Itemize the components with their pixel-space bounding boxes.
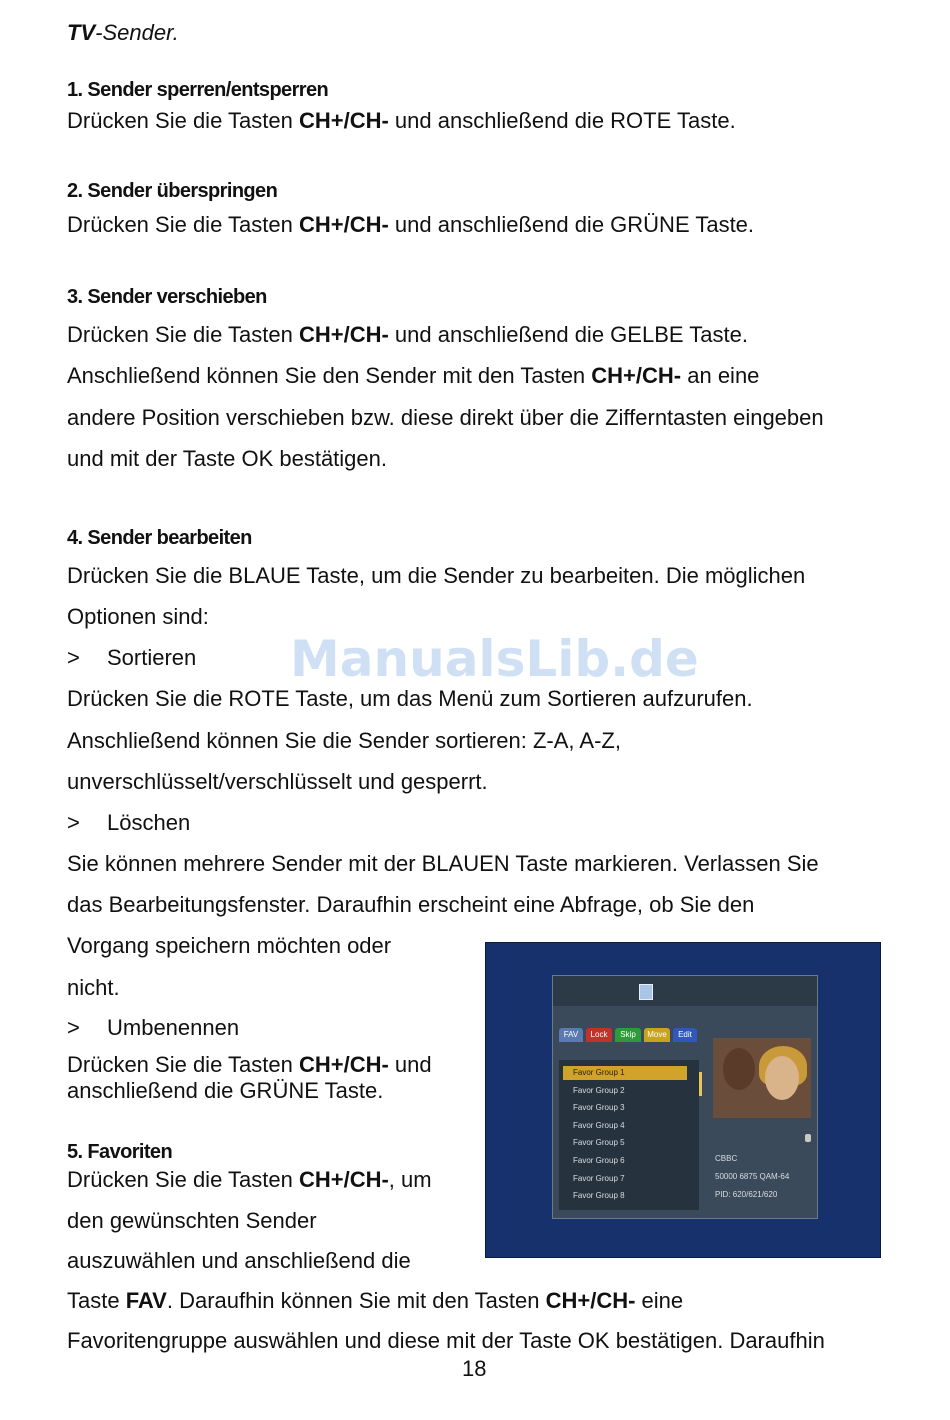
page-number: 18 [462,1356,487,1381]
section-5-line-4: Taste FAV. Daraufhin können Sie mit den Tasten CH+/CH- eine [67,1288,684,1313]
favor-group-row: Favor Group 6 [573,1156,625,1165]
section-1-heading: 1. Sender sperren/entsperren [67,79,329,101]
favor-group-row: Favor Group 2 [573,1085,625,1095]
favor-group-list [559,1060,699,1210]
section-5-line-2: den gewünschten Sender [67,1208,317,1233]
favor-group-row: Favor Group 8 [573,1191,625,1201]
section-5-line-5: Favoritengruppe auswählen und diese mit der Taste OK bestätigen. Daraufhin [67,1328,825,1353]
section-2-heading: 2. Sender überspringen [67,180,278,202]
bullet-umbenennen: Umbenennen [107,1015,240,1040]
section-4-line-2: Optionen sind: [67,604,209,629]
favor-group-row: Favor Group 5 [573,1138,625,1148]
tv-menu-icon [639,984,653,1000]
section-3-line-4: und mit der Taste OK bestätigen. [67,446,387,471]
watermark: ManualsLib.de [290,630,699,688]
sort-line-3: unverschlüsselt/verschlüsselt und gesperrt. [67,769,488,794]
delete-line-1: Sie können mehrere Sender mit der BLAUEN Taste markieren. Verlassen Sie [67,851,819,876]
tv-scrollbar [699,1072,702,1096]
section-4-heading: 4. Sender bearbeiten [67,527,252,549]
section-1-text: Drücken Sie die Tasten CH+/CH- und anschließend die ROTE Taste. [67,108,736,133]
section-2-text: Drücken Sie die Tasten CH+/CH- und anschließend die GRÜNE Taste. [67,212,755,237]
section-5-line-3: auszuwählen und anschließend die [67,1248,411,1273]
delete-line-4: nicht. [67,975,120,1000]
section-3-line-2: Anschließend können Sie den Sender mit den Tasten CH+/CH- an eine [67,363,760,388]
sort-line-1: Drücken Sie die ROTE Taste, um das Menü zum Sortieren aufzurufen. [67,686,753,711]
favor-group-row: Favor Group 3 [573,1103,625,1113]
section-5-line-1: Drücken Sie die Tasten CH+/CH-, um [67,1167,432,1192]
tv-preview-image [713,1038,811,1118]
person-right-icon [765,1056,799,1100]
section-3-heading: 3. Sender verschieben [67,286,267,308]
tv-topbar [553,976,817,1006]
tv-tab-fav: FAV [559,1028,583,1042]
tv-tab-move: Move [644,1028,670,1042]
tv-info-channel: CBBC [715,1154,738,1163]
favor-group-row: Favor Group 4 [573,1120,625,1130]
bullet-marker: > [67,1015,80,1040]
section-5-heading: 5. Favoriten [67,1141,173,1163]
tv-tab-edit: Edit [673,1028,697,1042]
bullet-sortieren: Sortieren [107,645,197,670]
intro-line: TV-Sender. [67,20,179,45]
bullet-marker: > [67,810,80,835]
section-4-line-1: Drücken Sie die BLAUE Taste, um die Sender zu bearbeiten. Die möglichen [67,563,806,588]
tv-screenshot [485,942,881,1258]
rename-line-1: Drücken Sie die Tasten CH+/CH- und [67,1052,432,1077]
section-3-line-1: Drücken Sie die Tasten CH+/CH- und anschließend die GELBE Taste. [67,322,748,347]
delete-line-3: Vorgang speichern möchten oder [67,933,392,958]
tv-info-pid: PID: 620/621/620 [715,1190,778,1199]
tv-tab-skip: Skip [615,1028,641,1042]
bullet-loeschen: Löschen [107,810,191,835]
person-left-icon [723,1048,755,1090]
tv-tab-lock: Lock [586,1028,612,1042]
section-3-line-3: andere Position verschieben bzw. diese direkt über die Zifferntasten eingeben [67,405,824,430]
lock-icon [805,1134,811,1142]
favor-group-row: Favor Group 7 [573,1173,625,1183]
sort-line-2: Anschließend können Sie die Sender sortieren: Z-A, A-Z, [67,728,621,753]
delete-line-2: das Bearbeitungsfenster. Daraufhin erscheint eine Abfrage, ob Sie den [67,892,755,917]
favor-group-row: Favor Group 1 [563,1066,687,1080]
tv-menu-panel [552,975,818,1219]
tv-info-frequency: 50000 6875 QAM-64 [715,1172,790,1181]
bullet-marker: > [67,645,80,670]
rename-line-2: anschließend die GRÜNE Taste. [67,1078,384,1103]
